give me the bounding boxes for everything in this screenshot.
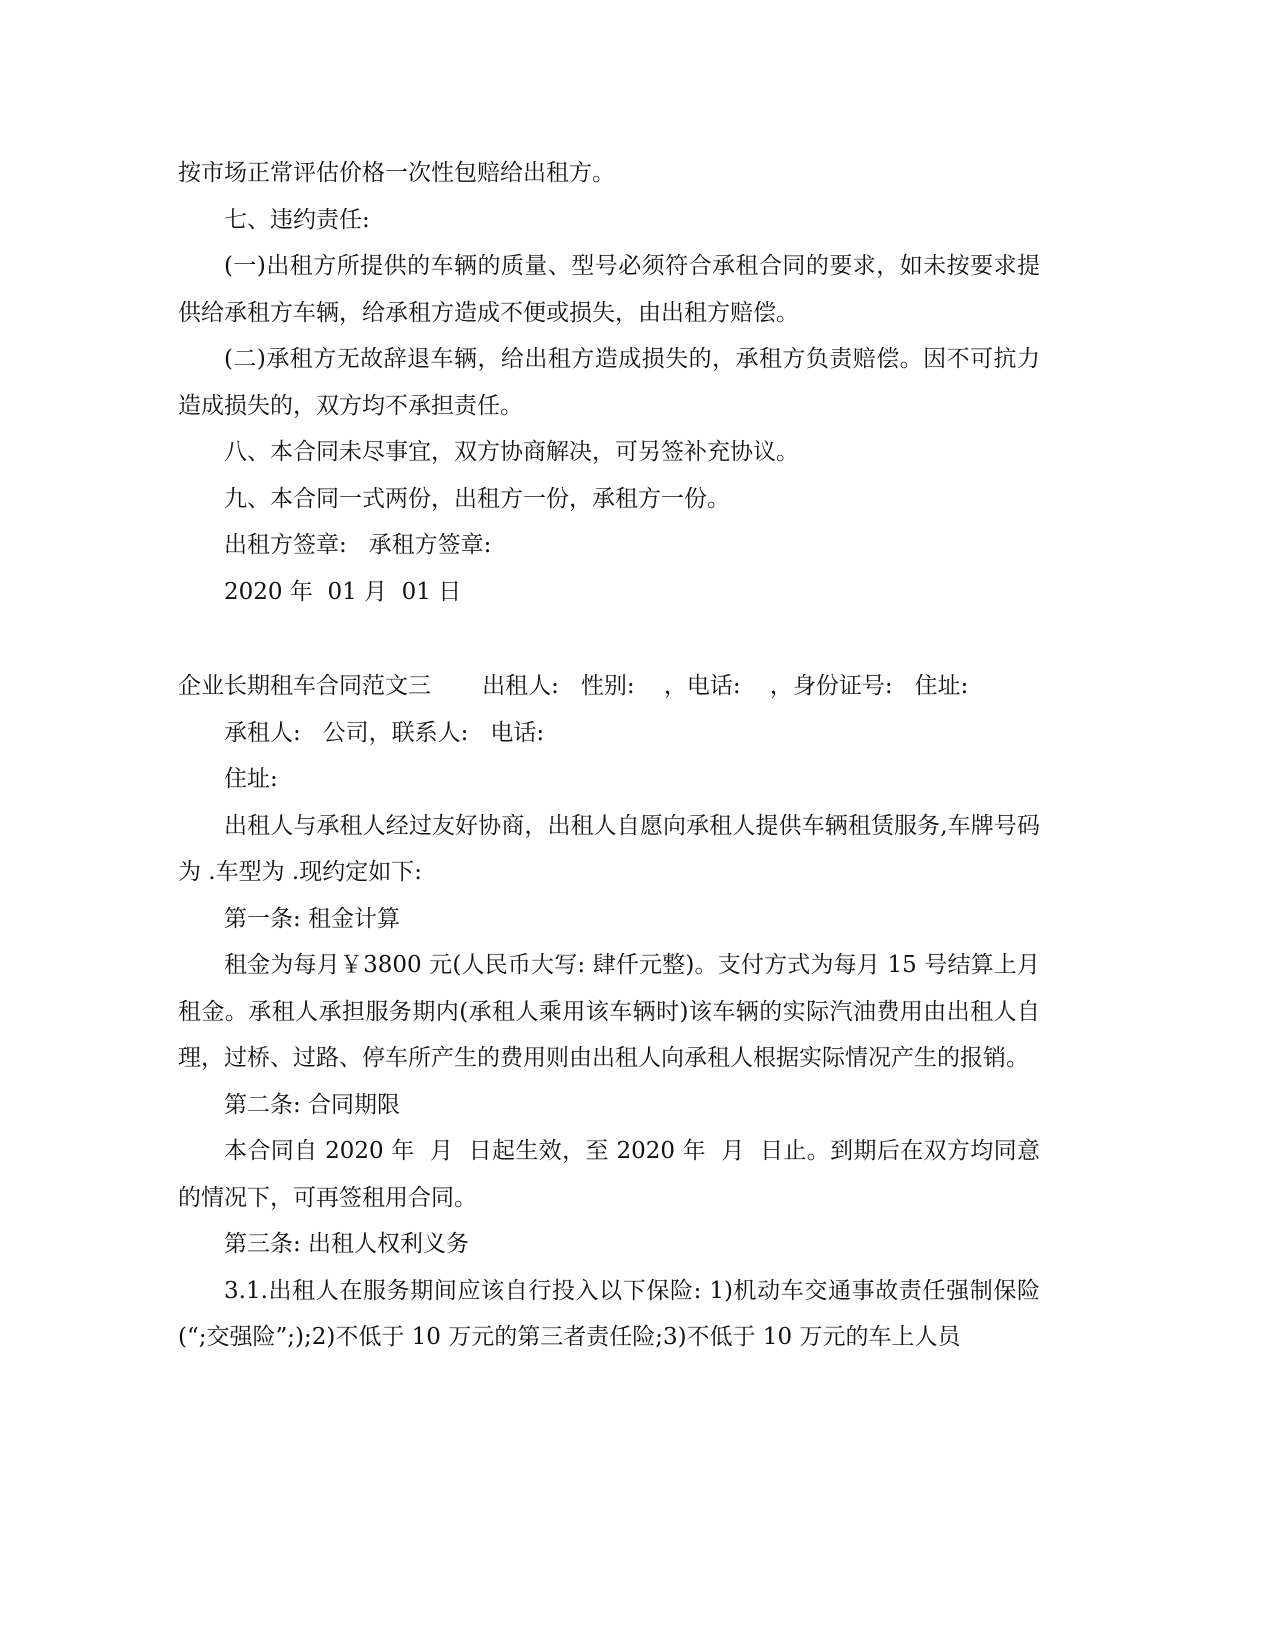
heading-article-two: 第二条: 合同期限 bbox=[224, 1091, 401, 1118]
document-page bbox=[178, 150, 1040, 1361]
contract-three-header: 企业长期租车合同范文三 出租人: 性别: ，电话: ，身份证号: 住址: bbox=[178, 673, 969, 699]
date-line: 2020 年 01 月 01 日 bbox=[224, 578, 462, 605]
address-line: 住址: bbox=[224, 766, 278, 792]
paragraph-lessor-liability: (一)出租方所提供的车辆的质量、型号必须符合承租合同的要求，如未按要求提供给承租方车辆，给承租方造成不便或损失，由出租方赔偿。 bbox=[178, 253, 1040, 326]
heading-article-three: 第三条: 出租人权利义务 bbox=[224, 1231, 470, 1257]
paragraph-insurance: 3.1.出租人在服务期间应该自行投入以下保险: 1)机动车交通事故责任强制保险(“;交强险”;);2)不低于 10 万元的第三者责任险;3)不低于 10 万元的车上人员 bbox=[178, 1277, 1040, 1350]
signature-line: 出租方签章: 承租方签章: bbox=[224, 532, 492, 558]
heading-article-one: 第一条: 租金计算 bbox=[224, 905, 401, 932]
paragraph-compensation: 按市场正常评估价格一次性包赔给出租方。 bbox=[178, 160, 615, 186]
section-gap bbox=[178, 615, 1040, 663]
paragraph-agreement-intro: 出租人与承租人经过友好协商，出租人自愿向承租人提供车辆租赁服务,车牌号码为 .车型为 .现约定如下: bbox=[178, 812, 1040, 885]
lessee-info-line: 承租人: 公司，联系人: 电话: bbox=[224, 719, 545, 746]
paragraph-clause-eight: 八、本合同未尽事宜，双方协商解决，可另签补充协议。 bbox=[224, 439, 799, 465]
heading-breach-liability: 七、违约责任: bbox=[224, 206, 370, 233]
paragraph-contract-term: 本合同自 2020 年 月 日起生效，至 2020 年 月 日止。到期后在双方均同意的情况下，可再签租用合同。 bbox=[178, 1138, 1040, 1211]
paragraph-clause-nine: 九、本合同一式两份，出租方一份，承租方一份。 bbox=[224, 485, 730, 512]
paragraph-lessee-liability: (二)承租方无故辞退车辆，给出租方造成损失的，承租方负责赔偿。因不可抗力造成损失的，双方均不承担责任。 bbox=[178, 346, 1040, 419]
paragraph-rent-calculation: 租金为每月￥3800 元(人民币大写: 肆仟元整)。支付方式为每月 15 号结算上月租金。承租人承担服务期内(承租人乘用该车辆时)该车辆的实际汽油费用由出租人自理，过桥、过路、停车所产生的费用则由出租人向承租人根据实际情况产生的报销。 bbox=[178, 952, 1040, 1071]
